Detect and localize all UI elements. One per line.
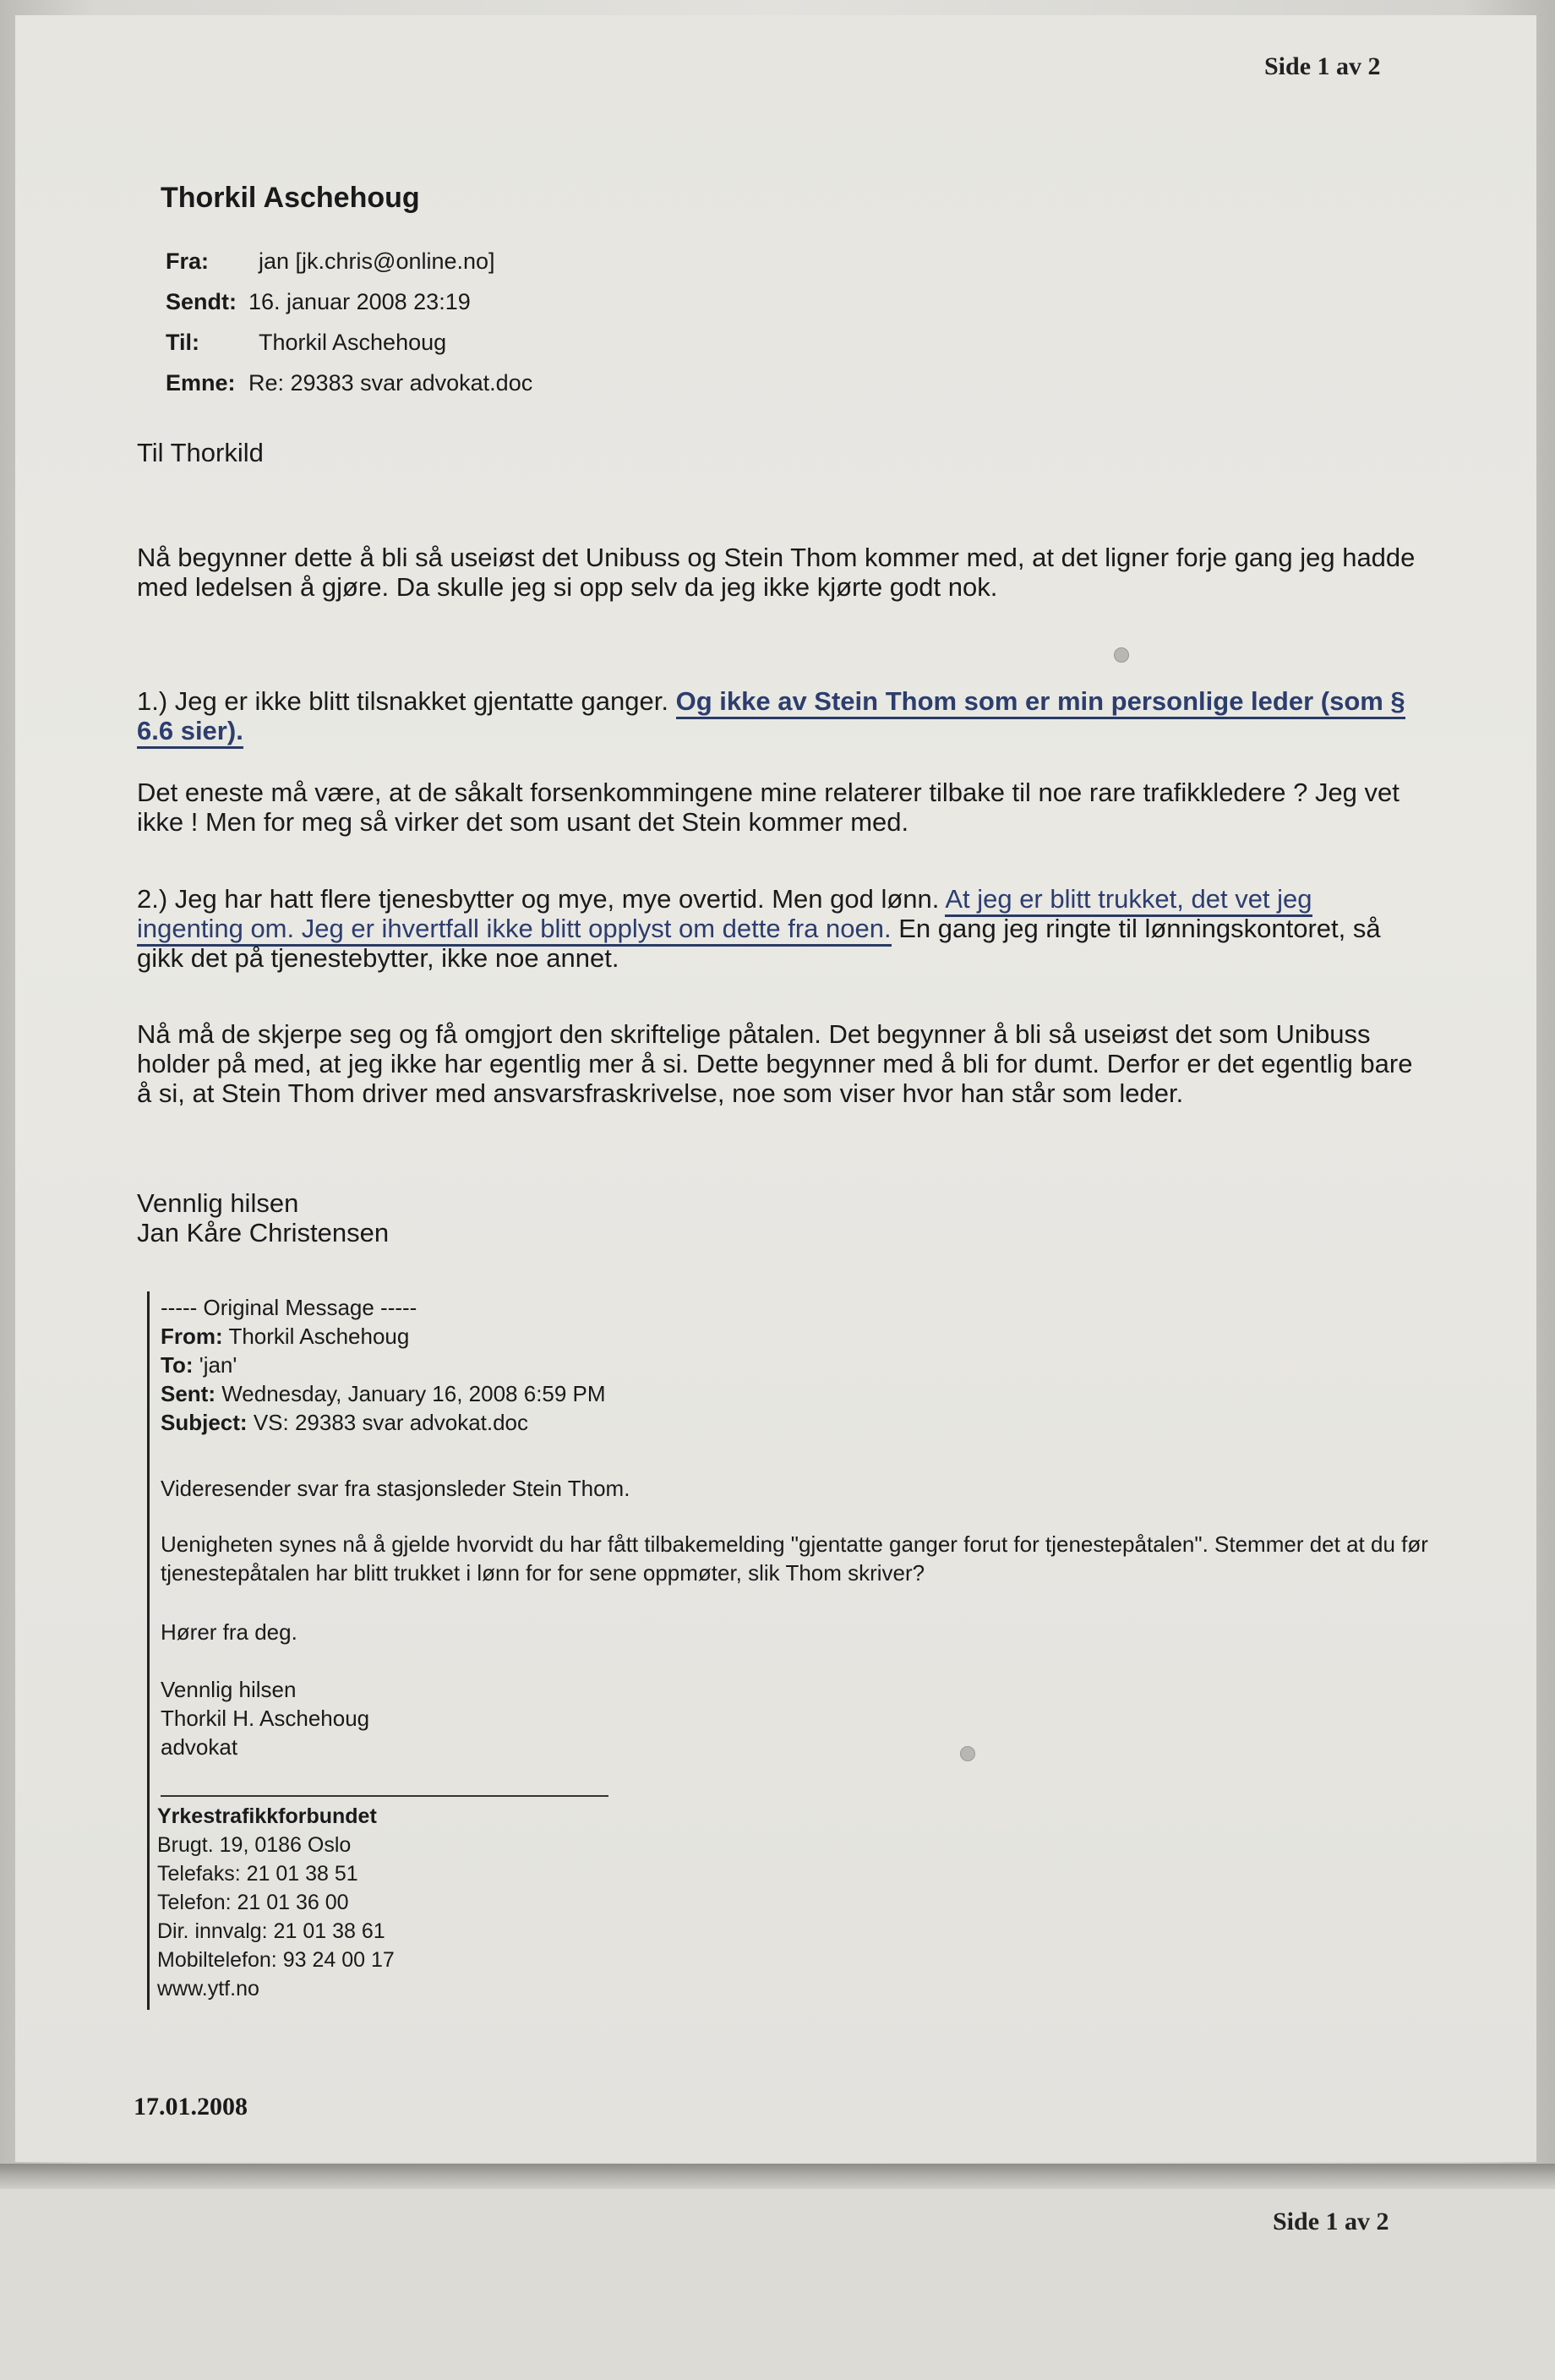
signature-title: advokat [161,1734,238,1760]
page-number-top: Side 1 av 2 [1264,52,1381,80]
quote-bar [147,1291,150,2010]
email-paragraph-2 [137,686,1421,745]
header-value: 16. januar 2008 23:19 [248,289,471,314]
paragraph-4-text-end: En gang jeg ringte til lønningskontoret, så gikk det på tjenestebytter, ikke noe annet. [137,914,1381,973]
original-message-divider: ----- Original Message ----- [161,1295,417,1320]
signature-divider [161,1795,608,1797]
original-message-header [161,1293,1445,1437]
organization-fax: Telefaks: 21 01 38 51 [157,1862,358,1886]
header-value: jan [jk.chris@online.no] [259,248,495,274]
organization-mobile: Mobiltelefon: 93 24 00 17 [157,1948,395,1972]
email-header-to [166,330,532,370]
email-header-subject [166,370,532,411]
email-sender-name: Thorkil Aschehoug [161,182,420,214]
email-header-block [166,248,532,411]
signature-greeting: Vennlig hilsen [161,1677,297,1702]
original-sent [161,1379,1445,1408]
paper-mark [1114,647,1129,663]
signoff-greeting: Vennlig hilsen [137,1188,299,1218]
organization-address: Brugt. 19, 0186 Oslo [157,1833,352,1857]
header-label: Til: [166,330,199,355]
signature-name: Thorkil H. Aschehoug [161,1706,370,1731]
original-subject [161,1408,1445,1437]
to-value: 'jan' [199,1352,237,1378]
email-greeting: Til Thorkild [137,438,264,467]
paragraph-2-text: 1.) Jeg er ikke blitt tilsnakket gjentatte ganger. [137,686,668,716]
sent-label: Sent: [161,1381,216,1406]
organization-contact-block [157,1802,395,2003]
original-message-line-3: Hører fra deg. [161,1619,297,1645]
from-label: From: [161,1324,223,1349]
sent-value: Wednesday, January 16, 2008 6:59 PM [221,1381,606,1406]
organization-phone: Telefon: 21 01 36 00 [157,1891,349,1914]
print-date: 17.01.2008 [134,2093,248,2121]
header-value: Thorkil Aschehoug [259,330,447,355]
header-label: Emne: [166,370,236,396]
header-label: Sendt: [166,289,237,314]
email-header-sent [166,289,532,330]
organization-direct-line: Dir. innvalg: 21 01 38 61 [157,1919,385,1943]
organization-website: www.ytf.no [157,1977,259,2001]
email-header-from [166,248,532,289]
paragraph-4-underlined: At jeg er blitt trukket, det vet jeg ingenting om. Jeg er ihvertfall ikke blitt opplyst om dette fra noen. [137,884,1312,947]
original-message-line-2: Uenigheten synes nå å gjelde hvorvidt du har fått tilbakemelding "gjentatte ganger forut for tjenestepåtalen". Stemmer det at du før tjenestepåtalen har blitt trukket i lønn for for sene oppmøter, slik Thom skriver? [161,1531,1428,1586]
email-paragraph-3: Det eneste må være, at de såkalt forsenkommingene mine relaterer tilbake til noe rare trafikkledere ? Jeg vet ikke ! Men for meg så virker det som usant det Stein kommer med. [137,778,1400,837]
paragraph-2-emphasis: Og ikke av Stein Thom som er min personlige leder (som § 6.6 sier). [137,686,1405,749]
email-paragraph-1: Nå begynner dette å bli så useiøst det Unibuss og Stein Thom kommer med, at det ligner forje gang jeg hadde med ledelsen å gjøre. Da skulle jeg si opp selv da jeg ikke kjørte godt nok. [137,543,1416,602]
header-value: Re: 29383 svar advokat.doc [248,370,533,396]
organization-name: Yrkestrafikkforbundet [157,1804,377,1828]
from-value: Thorkil Aschehoug [228,1324,410,1349]
subject-label: Subject: [161,1410,248,1435]
email-signoff [137,1188,1421,1247]
original-to [161,1351,1445,1379]
page-number-bottom: Side 1 av 2 [1273,2208,1389,2235]
original-from [161,1322,1445,1351]
original-message-line-1: Videresender svar fra stasjonsleder Stein Thom. [161,1476,630,1501]
email-paragraph-4 [137,884,1421,973]
signoff-name: Jan Kåre Christensen [137,1218,390,1247]
subject-value: VS: 29383 svar advokat.doc [253,1410,529,1435]
to-label: To: [161,1352,194,1378]
header-label: Fra: [166,248,210,274]
email-paragraph-5: Nå må de skjerpe seg og få omgjort den skriftelige påtalen. Det begynner å bli så useiøst det som Unibuss holder på med, at jeg ikke har egentlig mer å si. Dette begynner med å bli for dumt. Derfor er det egentlig bare å si, at Stein Thom driver med ansvarsfraskrivelse, noe som viser hvor han står som leder. [137,1019,1413,1108]
original-signature [161,1675,1445,1761]
page-separator [0,2164,1555,2189]
paragraph-4-text: 2.) Jeg har hatt flere tjenesbytter og mye, mye overtid. Men god lønn. [137,884,940,914]
